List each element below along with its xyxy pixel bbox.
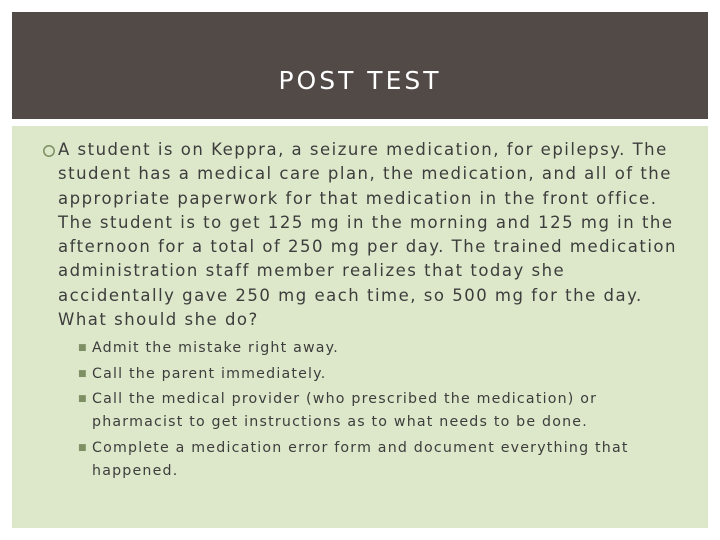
- answer-text: Call the parent immediately.: [92, 365, 327, 382]
- small-square-icon: ■: [78, 442, 88, 453]
- answer-text: Complete a medication error form and document everything that happened.: [92, 439, 629, 479]
- title-bar: [12, 12, 708, 119]
- answer-item: [78, 437, 678, 482]
- answer-item: [78, 337, 678, 360]
- answer-item: [78, 388, 678, 433]
- hollow-circle-icon: [42, 144, 56, 158]
- content-panel: [12, 126, 708, 528]
- answer-item: [78, 363, 678, 386]
- answer-text: Call the medical provider (who prescribed the medication) or pharmacist to get instructions as to what needs to be done.: [92, 391, 598, 431]
- small-square-icon: ■: [78, 394, 88, 405]
- small-square-icon: ■: [78, 343, 88, 353]
- slide-title: POST TEST: [278, 66, 442, 95]
- answer-list: [78, 337, 678, 485]
- small-square-icon: ■: [78, 368, 88, 379]
- answer-text: Admit the mistake right away.: [92, 340, 339, 356]
- question-text: A student is on Keppra, a seizure medication, for epilepsy. The student has a medical care plan, the medication, and all of the appropriate paperwork for that medication in the front office. The student is to get 125 mg in the morning and 125 mg in the afternoon for a total of 250 mg per day. The trained medication administration staff member realizes that today she accidentally gave 250 mg each time, so 500 mg for the day. What should she do?: [58, 140, 677, 330]
